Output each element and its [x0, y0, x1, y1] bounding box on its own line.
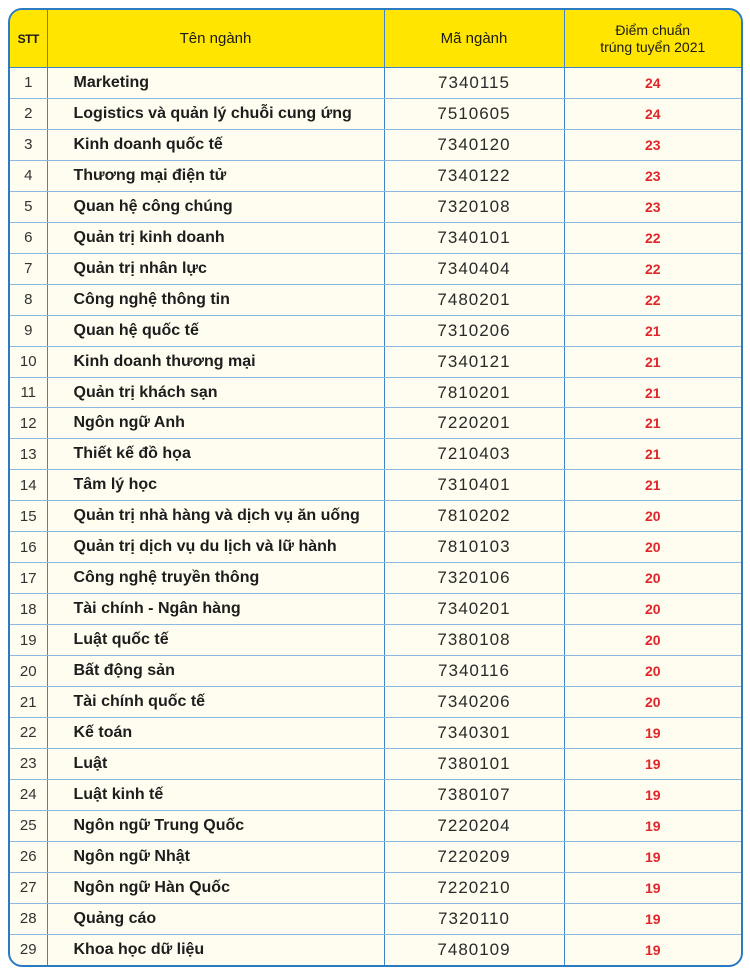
row-major-code: 7320110	[384, 903, 564, 934]
row-cutoff-score: 23	[564, 129, 741, 160]
row-major-code: 7340201	[384, 594, 564, 625]
row-cutoff-score: 22	[564, 253, 741, 284]
row-cutoff-score: 20	[564, 656, 741, 687]
row-major-name: Kinh doanh quốc tế	[47, 129, 384, 160]
table-row	[10, 377, 741, 408]
header-score-line1: Điểm chuẩn	[615, 21, 691, 38]
row-stt: 27	[10, 872, 47, 903]
row-major-code: 7220210	[384, 872, 564, 903]
table-row	[10, 687, 741, 718]
row-major-code: 7340121	[384, 346, 564, 377]
table-row	[10, 934, 741, 965]
row-major-code: 7380101	[384, 748, 564, 779]
row-cutoff-score: 20	[564, 532, 741, 563]
row-cutoff-score: 19	[564, 841, 741, 872]
row-major-code: 7220201	[384, 408, 564, 439]
row-major-code: 7340404	[384, 253, 564, 284]
row-stt: 9	[10, 315, 47, 346]
row-major-code: 7310206	[384, 315, 564, 346]
row-major-code: 7220204	[384, 810, 564, 841]
row-stt: 28	[10, 903, 47, 934]
row-stt: 29	[10, 934, 47, 965]
table-row	[10, 222, 741, 253]
row-major-code: 7810201	[384, 377, 564, 408]
row-cutoff-score: 20	[564, 594, 741, 625]
row-cutoff-score: 24	[564, 98, 741, 129]
row-cutoff-score: 19	[564, 748, 741, 779]
row-cutoff-score: 19	[564, 779, 741, 810]
table-row	[10, 532, 741, 563]
row-major-name: Bất động sản	[47, 656, 384, 687]
admission-score-table-container	[8, 8, 743, 967]
header-cutoff-score	[564, 10, 741, 68]
table-row	[10, 594, 741, 625]
row-major-name: Luật	[47, 748, 384, 779]
row-stt: 20	[10, 656, 47, 687]
table-row	[10, 810, 741, 841]
row-major-code: 7320108	[384, 191, 564, 222]
row-major-name: Khoa học dữ liệu	[47, 934, 384, 965]
row-stt: 3	[10, 129, 47, 160]
header-stt: STT	[10, 10, 47, 68]
header-major-code: Mã ngành	[384, 10, 564, 68]
table-row	[10, 625, 741, 656]
header-score-line2: trúng tuyển 2021	[600, 38, 706, 55]
table-row	[10, 841, 741, 872]
table-row	[10, 408, 741, 439]
row-stt: 17	[10, 563, 47, 594]
row-major-name: Ngôn ngữ Trung Quốc	[47, 810, 384, 841]
row-major-code: 7220209	[384, 841, 564, 872]
row-stt: 8	[10, 284, 47, 315]
table-row	[10, 160, 741, 191]
row-major-code: 7340120	[384, 129, 564, 160]
row-stt: 2	[10, 98, 47, 129]
row-cutoff-score: 22	[564, 284, 741, 315]
row-stt: 15	[10, 501, 47, 532]
table-row	[10, 284, 741, 315]
row-major-name: Tài chính quốc tế	[47, 687, 384, 718]
row-major-code: 7380108	[384, 625, 564, 656]
row-stt: 22	[10, 718, 47, 749]
table-row	[10, 501, 741, 532]
table-row	[10, 656, 741, 687]
row-major-name: Quản trị kinh doanh	[47, 222, 384, 253]
row-stt: 26	[10, 841, 47, 872]
row-stt: 5	[10, 191, 47, 222]
row-cutoff-score: 21	[564, 377, 741, 408]
row-major-name: Ngôn ngữ Nhật	[47, 841, 384, 872]
row-major-code: 7210403	[384, 439, 564, 470]
row-major-name: Luật kinh tế	[47, 779, 384, 810]
table-row	[10, 748, 741, 779]
table-row	[10, 779, 741, 810]
row-major-code: 7380107	[384, 779, 564, 810]
row-major-name: Luật quốc tế	[47, 625, 384, 656]
table-row	[10, 346, 741, 377]
row-cutoff-score: 21	[564, 346, 741, 377]
row-major-code: 7340206	[384, 687, 564, 718]
row-major-name: Công nghệ thông tin	[47, 284, 384, 315]
row-major-code: 7480109	[384, 934, 564, 965]
row-stt: 11	[10, 377, 47, 408]
admission-score-table	[10, 10, 741, 965]
row-stt: 25	[10, 810, 47, 841]
row-major-name: Kế toán	[47, 718, 384, 749]
header-major-name: Tên ngành	[47, 10, 384, 68]
row-cutoff-score: 19	[564, 903, 741, 934]
table-row	[10, 68, 741, 99]
table-header	[10, 10, 741, 68]
row-cutoff-score: 19	[564, 872, 741, 903]
row-major-name: Quản trị nhà hàng và dịch vụ ăn uống	[47, 501, 384, 532]
row-cutoff-score: 22	[564, 222, 741, 253]
table-row	[10, 191, 741, 222]
row-stt: 21	[10, 687, 47, 718]
row-major-name: Tài chính - Ngân hàng	[47, 594, 384, 625]
row-cutoff-score: 21	[564, 408, 741, 439]
row-major-code: 7340122	[384, 160, 564, 191]
row-cutoff-score: 19	[564, 718, 741, 749]
row-stt: 12	[10, 408, 47, 439]
row-major-name: Quảng cáo	[47, 903, 384, 934]
row-major-name: Quan hệ công chúng	[47, 191, 384, 222]
row-stt: 7	[10, 253, 47, 284]
table-row	[10, 563, 741, 594]
row-major-name: Logistics và quản lý chuỗi cung ứng	[47, 98, 384, 129]
table-row	[10, 439, 741, 470]
row-cutoff-score: 21	[564, 439, 741, 470]
row-stt: 4	[10, 160, 47, 191]
row-major-name: Marketing	[47, 68, 384, 99]
table-row	[10, 98, 741, 129]
row-cutoff-score: 20	[564, 501, 741, 532]
table-row	[10, 903, 741, 934]
row-major-name: Quản trị dịch vụ du lịch và lữ hành	[47, 532, 384, 563]
row-cutoff-score: 20	[564, 563, 741, 594]
row-stt: 14	[10, 470, 47, 501]
row-cutoff-score: 23	[564, 191, 741, 222]
row-cutoff-score: 21	[564, 470, 741, 501]
row-stt: 10	[10, 346, 47, 377]
table-row	[10, 470, 741, 501]
table-body	[10, 68, 741, 966]
row-major-name: Thương mại điện tử	[47, 160, 384, 191]
row-major-code: 7810202	[384, 501, 564, 532]
table-row	[10, 315, 741, 346]
row-cutoff-score: 19	[564, 810, 741, 841]
row-major-name: Quản trị khách sạn	[47, 377, 384, 408]
row-major-name: Ngôn ngữ Anh	[47, 408, 384, 439]
row-major-code: 7510605	[384, 98, 564, 129]
row-major-code: 7340116	[384, 656, 564, 687]
row-major-name: Thiết kế đồ họa	[47, 439, 384, 470]
row-major-name: Tâm lý học	[47, 470, 384, 501]
row-major-code: 7310401	[384, 470, 564, 501]
table-row	[10, 129, 741, 160]
row-major-name: Công nghệ truyền thông	[47, 563, 384, 594]
table-row	[10, 718, 741, 749]
header-row	[10, 10, 741, 68]
table-row	[10, 253, 741, 284]
row-cutoff-score: 20	[564, 687, 741, 718]
row-stt: 23	[10, 748, 47, 779]
row-stt: 18	[10, 594, 47, 625]
row-major-code: 7340101	[384, 222, 564, 253]
row-stt: 24	[10, 779, 47, 810]
row-major-code: 7320106	[384, 563, 564, 594]
row-cutoff-score: 20	[564, 625, 741, 656]
row-cutoff-score: 24	[564, 68, 741, 99]
row-cutoff-score: 23	[564, 160, 741, 191]
row-cutoff-score: 21	[564, 315, 741, 346]
row-major-code: 7340115	[384, 68, 564, 99]
row-major-code: 7480201	[384, 284, 564, 315]
row-major-name: Quản trị nhân lực	[47, 253, 384, 284]
row-stt: 16	[10, 532, 47, 563]
table-row	[10, 872, 741, 903]
row-stt: 13	[10, 439, 47, 470]
row-cutoff-score: 19	[644, 941, 661, 958]
row-major-name: Ngôn ngữ Hàn Quốc	[47, 872, 384, 903]
row-major-code: 7340301	[384, 718, 564, 749]
row-stt: 6	[10, 222, 47, 253]
row-stt: 19	[10, 625, 47, 656]
row-major-name: Quan hệ quốc tế	[47, 315, 384, 346]
row-major-code: 7810103	[384, 532, 564, 563]
row-stt: 1	[10, 68, 47, 99]
row-major-name: Kinh doanh thương mại	[47, 346, 384, 377]
